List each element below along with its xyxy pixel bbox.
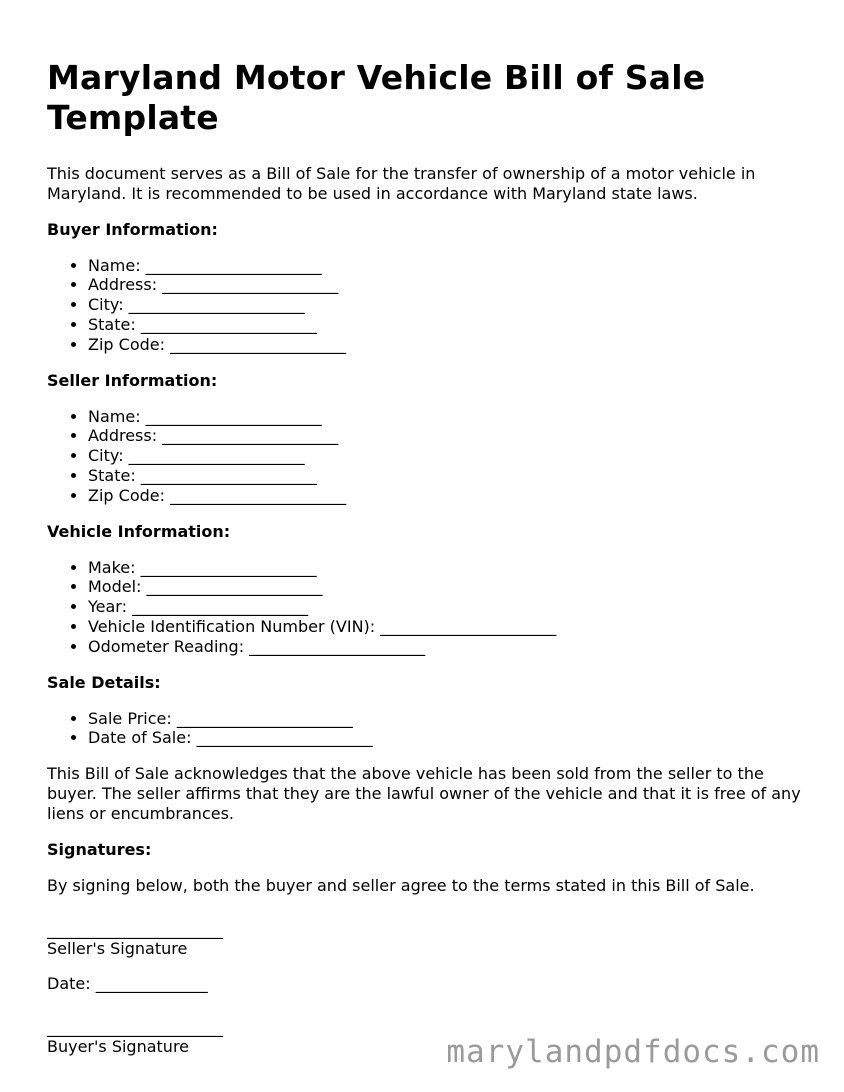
intro-paragraph: This document serves as a Bill of Sale for the transfer of ownership of a motor vehicle in Maryland. It is recommended to be used in accordance with Maryland state laws.	[47, 164, 756, 203]
vehicle-odometer-field: • Odometer Reading: ______________________	[88, 637, 807, 657]
seller-city-field: • City: ______________________	[88, 446, 807, 466]
buyer-signature-label: Buyer's Signature	[47, 1037, 190, 1057]
seller-state-field: • State: ______________________	[88, 466, 807, 486]
vehicle-make-field: • Make: ______________________	[88, 558, 807, 578]
seller-address-field: • Address: ______________________	[88, 426, 807, 446]
buyer-address-field: • Address: ______________________	[88, 275, 807, 295]
document-page	[47, 58, 807, 1072]
vehicle-model-field: • Model: ______________________	[88, 577, 807, 597]
signatures-heading: Signatures:	[47, 839, 152, 859]
buyer-zip-field: • Zip Code: ______________________	[88, 335, 807, 355]
buyer-signature-line: ______________________	[47, 1018, 223, 1038]
vehicle-year-field: • Year: ______________________	[88, 597, 807, 617]
watermark: marylandpdfdocs.com	[446, 1034, 820, 1070]
sale-heading: Sale Details:	[47, 672, 161, 692]
sale-date-field: • Date of Sale: ______________________	[88, 728, 807, 748]
vehicle-list	[47, 558, 807, 657]
seller-zip-field: • Zip Code: ______________________	[88, 486, 807, 506]
seller-list	[47, 407, 807, 506]
vehicle-heading: Vehicle Information:	[47, 521, 231, 541]
vehicle-vin-field: • Vehicle Identification Number (VIN): ______________________	[88, 617, 807, 637]
page-title: Maryland Motor Vehicle Bill of Sale Template	[47, 58, 706, 137]
agreement-paragraph: By signing below, both the buyer and seller agree to the terms stated in this Bill of Sale.	[47, 875, 755, 895]
seller-heading: Seller Information:	[47, 370, 218, 390]
sale-price-field: • Sale Price: ______________________	[88, 709, 807, 729]
seller-signature-line: ______________________	[47, 920, 223, 940]
buyer-state-field: • State: ______________________	[88, 315, 807, 335]
signature-date-line: Date: ______________	[47, 974, 208, 994]
sale-list	[47, 709, 807, 749]
seller-name-field: • Name: ______________________	[88, 407, 807, 427]
closing-paragraph: This Bill of Sale acknowledges that the above vehicle has been sold from the seller to the buyer. The seller affirms that they are the lawful owner of the vehicle and that it is free of any liens or encumbrances.	[47, 764, 801, 823]
seller-signature-label: Seller's Signature	[47, 939, 188, 959]
buyer-name-field: • Name: ______________________	[88, 256, 807, 276]
buyer-list	[47, 256, 807, 355]
buyer-city-field: • City: ______________________	[88, 295, 807, 315]
buyer-heading: Buyer Information:	[47, 219, 218, 239]
